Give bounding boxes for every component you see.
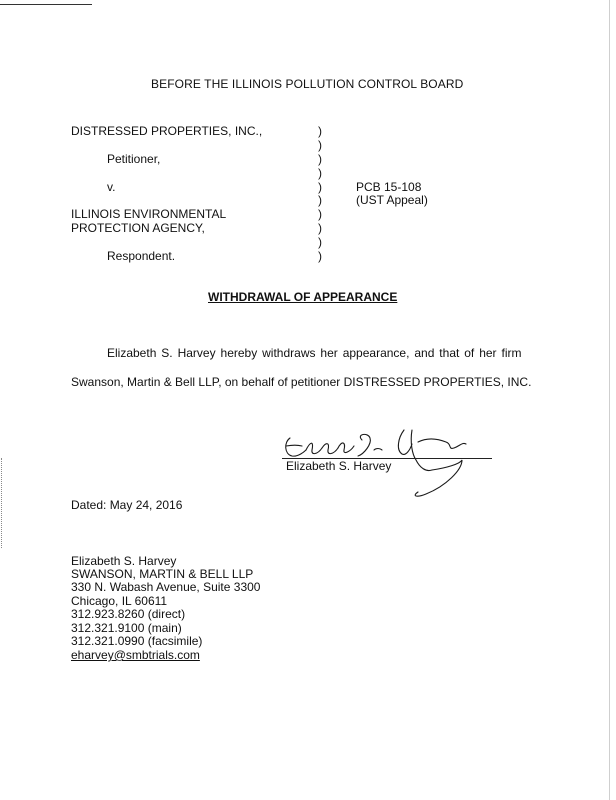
respondent-name-line1: ILLINOIS ENVIRONMENTAL [71,207,227,221]
body-line-1: Elizabeth S. Harvey hereby withdraws her appearance, and that of her firm [107,346,522,360]
contact-name: Elizabeth S. Harvey [71,554,177,568]
caption-paren: ) [318,152,322,166]
scan-artifact-top [0,4,92,5]
contact-address-line1: 330 N. Wabash Avenue, Suite 3300 [71,580,261,594]
caption-paren: ) [318,207,322,221]
caption-paren: ) [318,166,322,180]
caption-paren: ) [318,124,322,138]
contact-email-link[interactable]: eharvey@smbtrials.com [71,648,200,662]
case-number: PCB 15-108 [356,180,422,194]
caption-paren: ) [318,180,322,194]
caption-paren: ) [318,138,322,152]
petitioner-role: Petitioner, [107,152,161,166]
caption-paren: ) [318,235,322,249]
caption-paren: ) [318,249,322,263]
petitioner-name: DISTRESSED PROPERTIES, INC., [71,124,263,138]
signature-name: Elizabeth S. Harvey [286,459,392,473]
respondent-role: Respondent. [107,249,176,263]
versus-label: v. [107,180,116,194]
contact-address-line2: Chicago, IL 60611 [71,594,168,608]
contact-fax: 312.321.0990 (facsimile) [71,634,203,648]
document-title: WITHDRAWAL OF APPEARANCE [208,290,398,304]
case-type: (UST Appeal) [356,193,428,207]
contact-phone-direct: 312.923.8260 (direct) [71,607,186,621]
scan-artifact-left [1,458,4,548]
contact-firm: SWANSON, MARTIN & BELL LLP [71,567,254,581]
caption-paren: ) [318,193,322,207]
dated-line: Dated: May 24, 2016 [71,498,183,512]
body-line-2: Swanson, Martin & Bell LLP, on behalf of petitioner DISTRESSED PROPERTIES, INC. [71,375,532,389]
board-header: BEFORE THE ILLINOIS POLLUTION CONTROL BOARD [151,77,464,91]
contact-phone-main: 312.321.9100 (main) [71,621,182,635]
respondent-name-line2: PROTECTION AGENCY, [71,221,205,235]
scan-artifact-right-edge [609,0,610,800]
caption-paren: ) [318,221,322,235]
